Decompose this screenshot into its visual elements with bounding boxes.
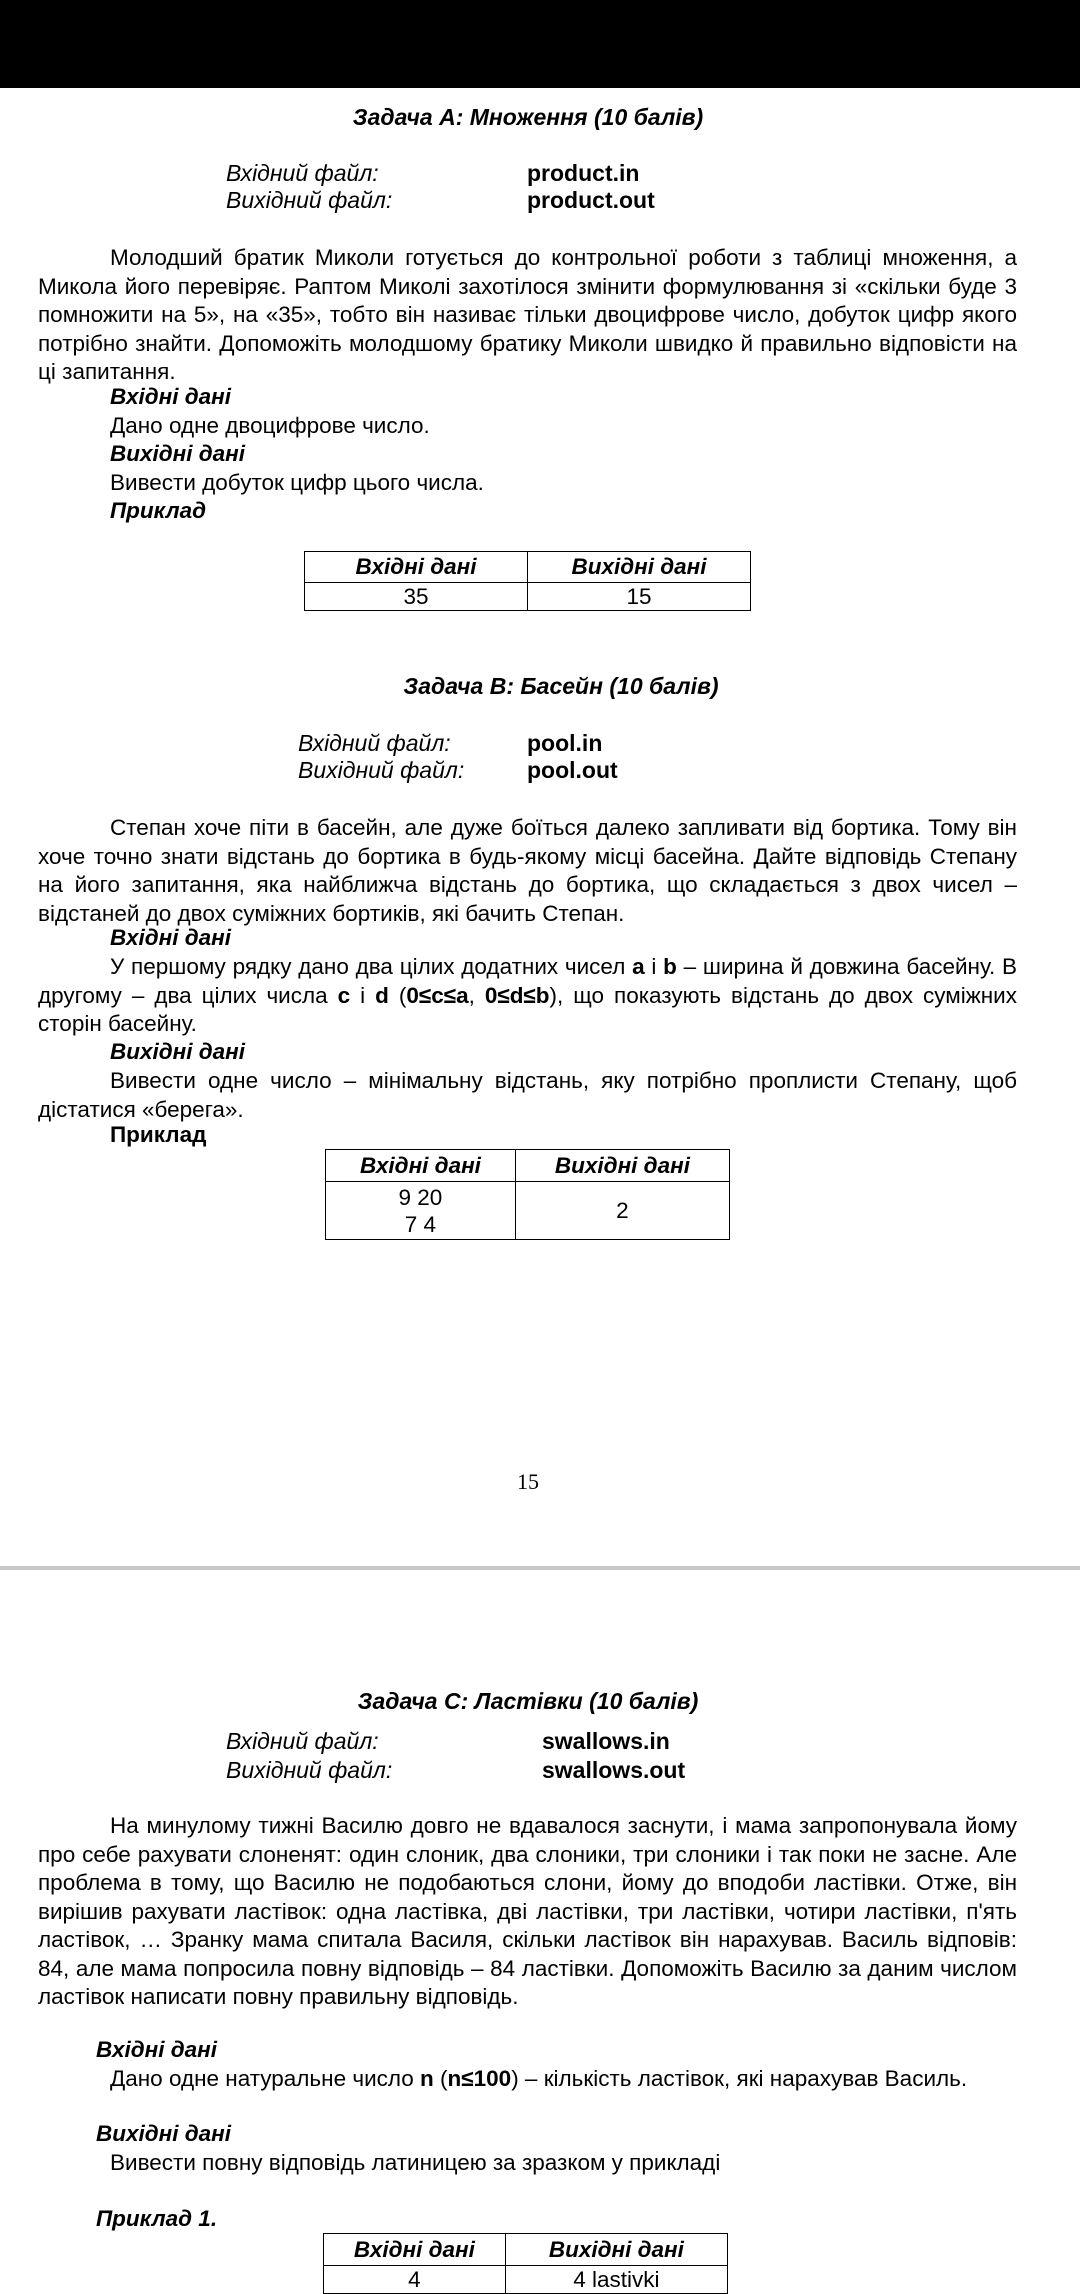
task-a-input-text: Дано одне двоцифрове число. (110, 413, 430, 438)
task-b-example-table (325, 1149, 730, 1240)
task-c-output-heading: Вихідні дані (96, 2121, 232, 2146)
top-black-bar (0, 0, 1080, 88)
table-header-output: Вихідні дані (515, 1150, 729, 1182)
task-c-input-label: Вхідний файл: (226, 1728, 379, 1754)
task-c-example-heading: Приклад 1. (96, 2206, 218, 2231)
task-b-output-file: pool.out (527, 757, 618, 783)
task-a-example-table (304, 551, 751, 611)
table-header-input: Вхідні дані (324, 2234, 506, 2266)
table-cell-input: 4 (324, 2266, 506, 2294)
task-a-output-heading: Вихідні дані (110, 441, 246, 466)
page-number: 15 (517, 1469, 539, 1494)
table-cell-input: 9 20 7 4 (326, 1182, 516, 1240)
task-b-output-heading: Вихідні дані (110, 1039, 246, 1064)
task-b-input-file: pool.in (527, 730, 603, 756)
task-b-statement: Степан хоче піти в басейн, але дуже боїться далеко запливати від бортика. Тому він хоче точно знати відстань до бортика в будь-якому місці басейна. Дайте відповідь Степану на його запитання, яка найближча відстань до бортика, що складається з двох чисел – відстаней до двох суміжних бортиків, які бачить Степан. (38, 815, 1017, 926)
task-c-input-file: swallows.in (542, 1728, 670, 1754)
task-a-example-heading: Приклад (110, 498, 207, 523)
task-b-output-label: Вихідний файл: (298, 757, 465, 783)
task-c-output-file: swallows.out (542, 1757, 686, 1783)
table-header-input: Вхідні дані (326, 1150, 516, 1182)
table-cell-output: 15 (528, 583, 751, 611)
table-cell-output: 4 lastivki (505, 2266, 727, 2294)
task-a-input-heading: Вхідні дані (110, 384, 231, 409)
task-b-title: Задача B: Басейн (10 балів) (403, 673, 719, 699)
table-cell-output: 2 (515, 1182, 729, 1240)
task-b-input-text: У першому рядку дано два цілих додатних чисел a і b – ширина й довжина басейну. В другому – два цілих числа c і d (0≤c≤a, 0≤d≤b), що показують відстань до двох суміжних сторін басейну. (38, 954, 1017, 1036)
task-b-output-text: Вивести одне число – мінімальну відстань, яку потрібно проплисти Степану, щоб дістатися «берега». (38, 1068, 1017, 1122)
task-c-input-text: Дано одне натуральне число n (n≤100) – кількість ластівок, які нарахував Василь. (110, 2066, 968, 2091)
task-c-example-table (323, 2233, 728, 2294)
task-c-title: Задача C: Ластівки (10 балів) (357, 1688, 699, 1714)
task-b-input-label: Вхідний файл: (298, 730, 451, 756)
task-c-statement: На минулому тижні Василю довго не вдавалося заснути, і мама запропонувала йому про себе рахувати слоненят: один слоник, два слоники, три слоники і так поки не засне. Але проблема в тому, що Василю не подобаються слони, йому до вподоби ластівки. Отже, він вирішив рахувати ластівок: одна ластівка, дві ластівки, три ластівки, чотири ластівки, п'ять ластівок, … Зранку мама спитала Василя, скільки ластівок він нарахував. Василь відповів: 84, але мама попросила повну відповідь – 84 ластівки. Допоможіть Василю за даним числом ластівок написати повну правильну відповідь. (38, 1813, 1017, 2009)
task-b-example-heading: Приклад (110, 1122, 207, 1147)
task-a-input-label: Вхідний файл: (226, 160, 379, 186)
task-a-statement: Молодший братик Миколи готується до контрольної роботи з таблиці множення, а Микола його перевіряє. Раптом Миколі захотілося змінити формулювання зі «скільки буде 3 помножити на 5», на «35», тобто він називає тільки двоцифрове число, добуток цифр якого потрібно знайти. Допоможіть молодшому братику Миколи швидко й правильно відповісти на ці запитання. (38, 245, 1017, 384)
table-header-output: Вихідні дані (505, 2234, 727, 2266)
task-a-output-file: product.out (527, 187, 655, 213)
table-cell-input: 35 (305, 583, 528, 611)
task-a-output-text: Вивести добуток цифр цього числа. (110, 470, 484, 495)
table-header-input: Вхідні дані (305, 552, 528, 583)
task-c-input-heading: Вхідні дані (96, 2037, 217, 2062)
task-a-title: Задача А: Множення (10 балів) (352, 104, 704, 130)
task-a-output-label: Вихідний файл: (226, 187, 393, 213)
task-c-output-text: Вивести повну відповідь латиницею за зразком у прикладі (110, 2150, 721, 2175)
page-divider (0, 1566, 1080, 1570)
task-b-input-heading: Вхідні дані (110, 925, 231, 950)
table-header-output: Вихідні дані (528, 552, 751, 583)
task-a-input-file: product.in (527, 160, 640, 186)
task-c-output-label: Вихідний файл: (226, 1757, 393, 1783)
